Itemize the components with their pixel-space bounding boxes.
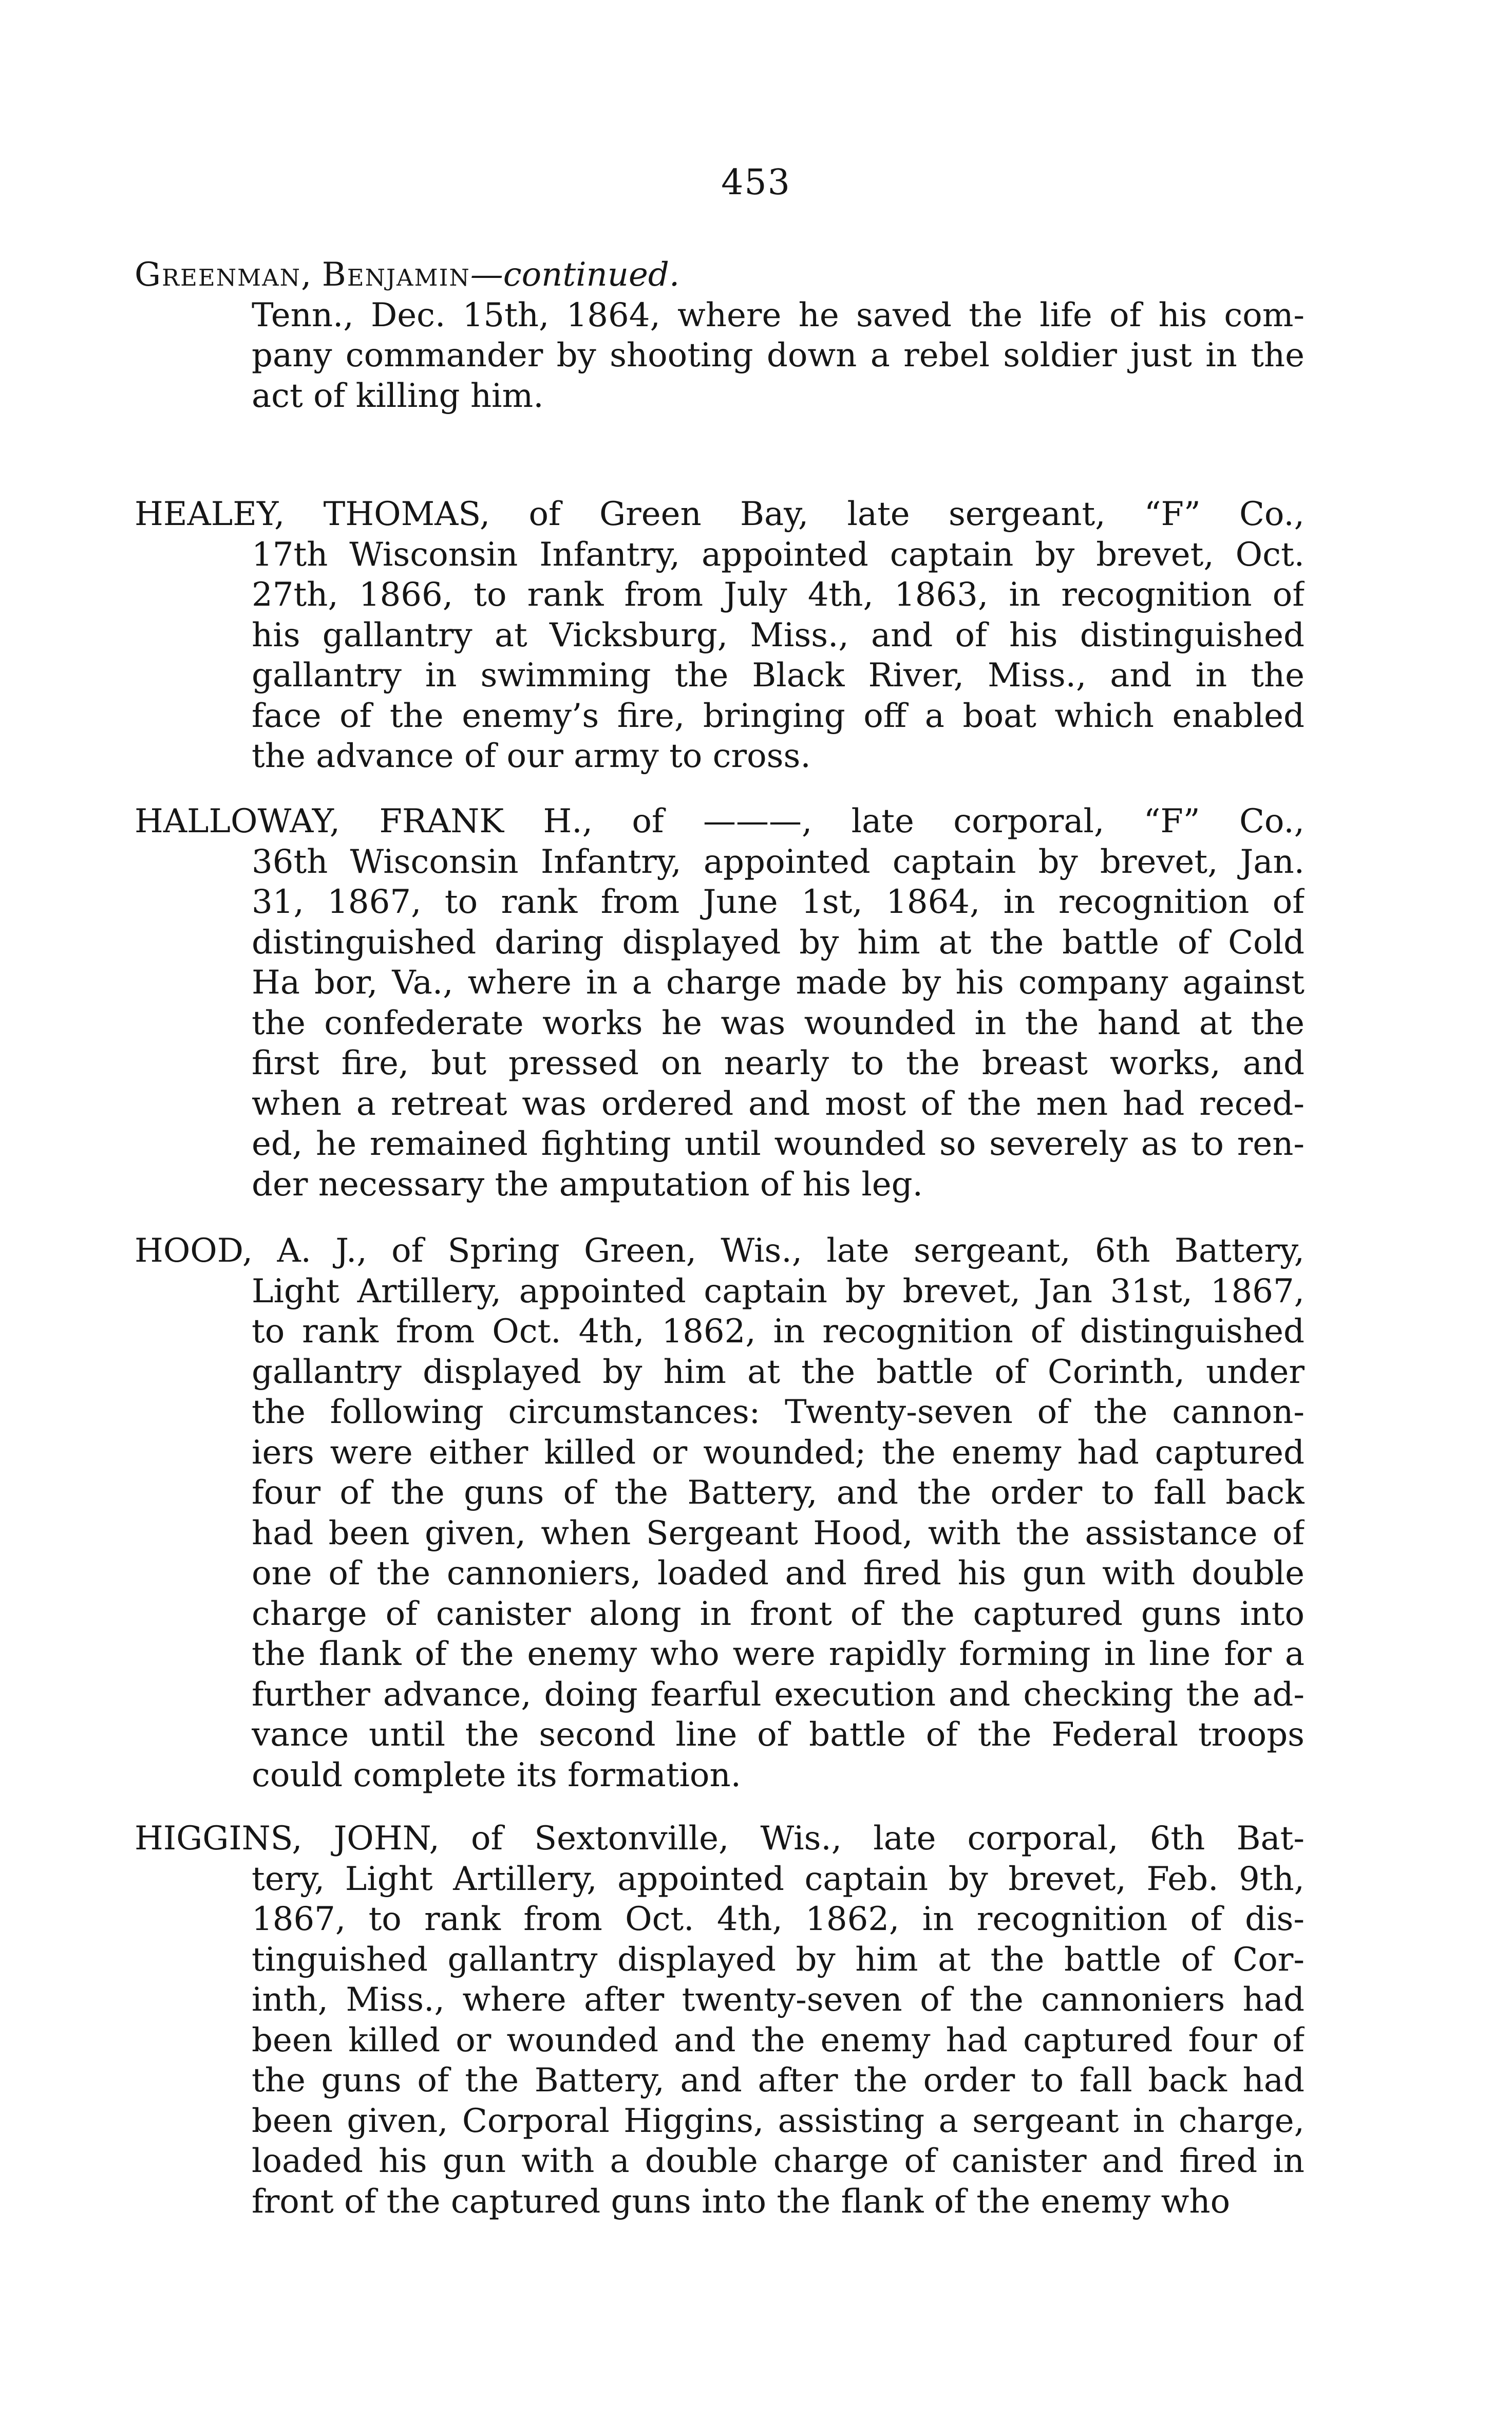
entry-line: der necessary the amputation of his leg. — [252, 1165, 923, 1204]
entry-line: 36th Wisconsin Infantry, appointed captain by brevet, Jan. — [252, 842, 1305, 881]
entry-line: the confederate works he was wounded in the hand at the — [252, 1004, 1305, 1042]
entry-line: iers were either killed or wounded; the enemy had captured — [252, 1433, 1305, 1472]
entry-halloway — [135, 801, 1305, 1205]
entry-line: had been given, when Sergeant Hood, with the assistance of — [252, 1514, 1305, 1552]
entry-greenman — [135, 255, 1305, 416]
entry-higgins — [135, 1819, 1305, 2222]
entry-line: gallantry in swimming the Black River, Miss., and in the — [252, 657, 1305, 695]
entry-line: loaded his gun with a double charge of canister and fired in — [252, 2142, 1305, 2180]
entry-line: four of the guns of the Battery, and the order to fall back — [252, 1474, 1305, 1512]
entry-given-name: Benjamin — [322, 256, 470, 294]
entry-line: the guns of the Battery, and after the order to fall back had — [252, 2062, 1305, 2100]
entry-line: one of the cannoniers, loaded and fired his gun with double — [252, 1554, 1305, 1593]
entry-line: charge of canister along in front of the captured guns into — [252, 1595, 1305, 1633]
entry-line: ed, he remained fighting until wounded so severely as to ren- — [252, 1125, 1305, 1163]
entry-line: the following circumstances: Twenty-seven of the cannon- — [252, 1393, 1305, 1431]
continued-label: —continued. — [470, 256, 680, 294]
page-number: 453 — [721, 162, 791, 203]
entry-heading: HOOD, A. J., of Spring Green, Wis., late sergeant, 6th Battery, — [135, 1232, 1305, 1270]
entry-line: the advance of our army to cross. — [252, 737, 811, 775]
entry-line: act of killing him. — [252, 377, 544, 415]
entry-surname: Greenman — [135, 256, 301, 294]
entry-hood — [135, 1231, 1305, 1795]
entry-heading: HEALEY, THOMAS, of Green Bay, late sergeant, “F” Co., — [135, 495, 1305, 533]
entry-heading: HIGGINS, JOHN, of Sextonville, Wis., late corporal, 6th Bat- — [135, 1820, 1305, 1858]
entry-line: front of the captured guns into the flank of the enemy who — [252, 2182, 1231, 2221]
entry-line: vance until the second line of battle of the Federal troops — [252, 1716, 1305, 1754]
entry-line: to rank from Oct. 4th, 1862, in recognition of distinguished — [252, 1313, 1305, 1351]
entry-line: 1867, to rank from Oct. 4th, 1862, in recognition of dis- — [252, 1900, 1305, 1938]
entry-line: tinguished gallantry displayed by him at the battle of Cor- — [252, 1940, 1305, 1979]
entry-line: 27th, 1866, to rank from July 4th, 1863, in recognition of — [252, 576, 1305, 614]
entry-line: inth, Miss., where after twenty-seven of the cannoniers had — [252, 1981, 1305, 2019]
entry-healey — [135, 494, 1305, 777]
entry-line: distinguished daring displayed by him at the battle of Cold — [252, 923, 1305, 962]
entry-line: first fire, but pressed on nearly to the breast works, and — [252, 1044, 1305, 1082]
entry-line: when a retreat was ordered and most of the men had reced- — [252, 1084, 1305, 1123]
entry-line: gallantry displayed by him at the battle of Corinth, under — [252, 1353, 1305, 1391]
entry-line: could complete its formation. — [252, 1756, 741, 1794]
entry-line: face of the enemy’s fire, bringing off a boat which enabled — [252, 697, 1305, 735]
entry-line: pany commander by shooting down a rebel soldier just in the — [252, 336, 1305, 374]
entry-line: the flank of the enemy who were rapidly forming in line for a — [252, 1635, 1305, 1673]
entry-line: 31, 1867, to rank from June 1st, 1864, in recognition of — [252, 883, 1305, 921]
entry-line: 17th Wisconsin Infantry, appointed captain by brevet, Oct. — [252, 535, 1305, 574]
entry-line: Ha bor, Va., where in a charge made by his company against — [252, 964, 1305, 1002]
entry-line: been killed or wounded and the enemy had captured four of — [252, 2021, 1305, 2059]
entry-line: been given, Corporal Higgins, assisting a sergeant in charge, — [252, 2102, 1305, 2140]
entry-heading: Greenman, Benjamin—continued. — [135, 256, 680, 294]
entry-line: his gallantry at Vicksburg, Miss., and of his distinguished — [252, 616, 1305, 654]
entry-heading: HALLOWAY, FRANK H., of ———, late corporal, “F” Co., — [135, 802, 1305, 840]
entry-line: tery, Light Artillery, appointed captain by brevet, Feb. 9th, — [252, 1860, 1305, 1898]
entry-line: further advance, doing fearful execution and checking the ad- — [252, 1675, 1305, 1714]
entry-line: Tenn., Dec. 15th, 1864, where he saved the life of his com- — [252, 296, 1305, 334]
entry-line: Light Artillery, appointed captain by brevet, Jan 31st, 1867, — [252, 1272, 1305, 1310]
